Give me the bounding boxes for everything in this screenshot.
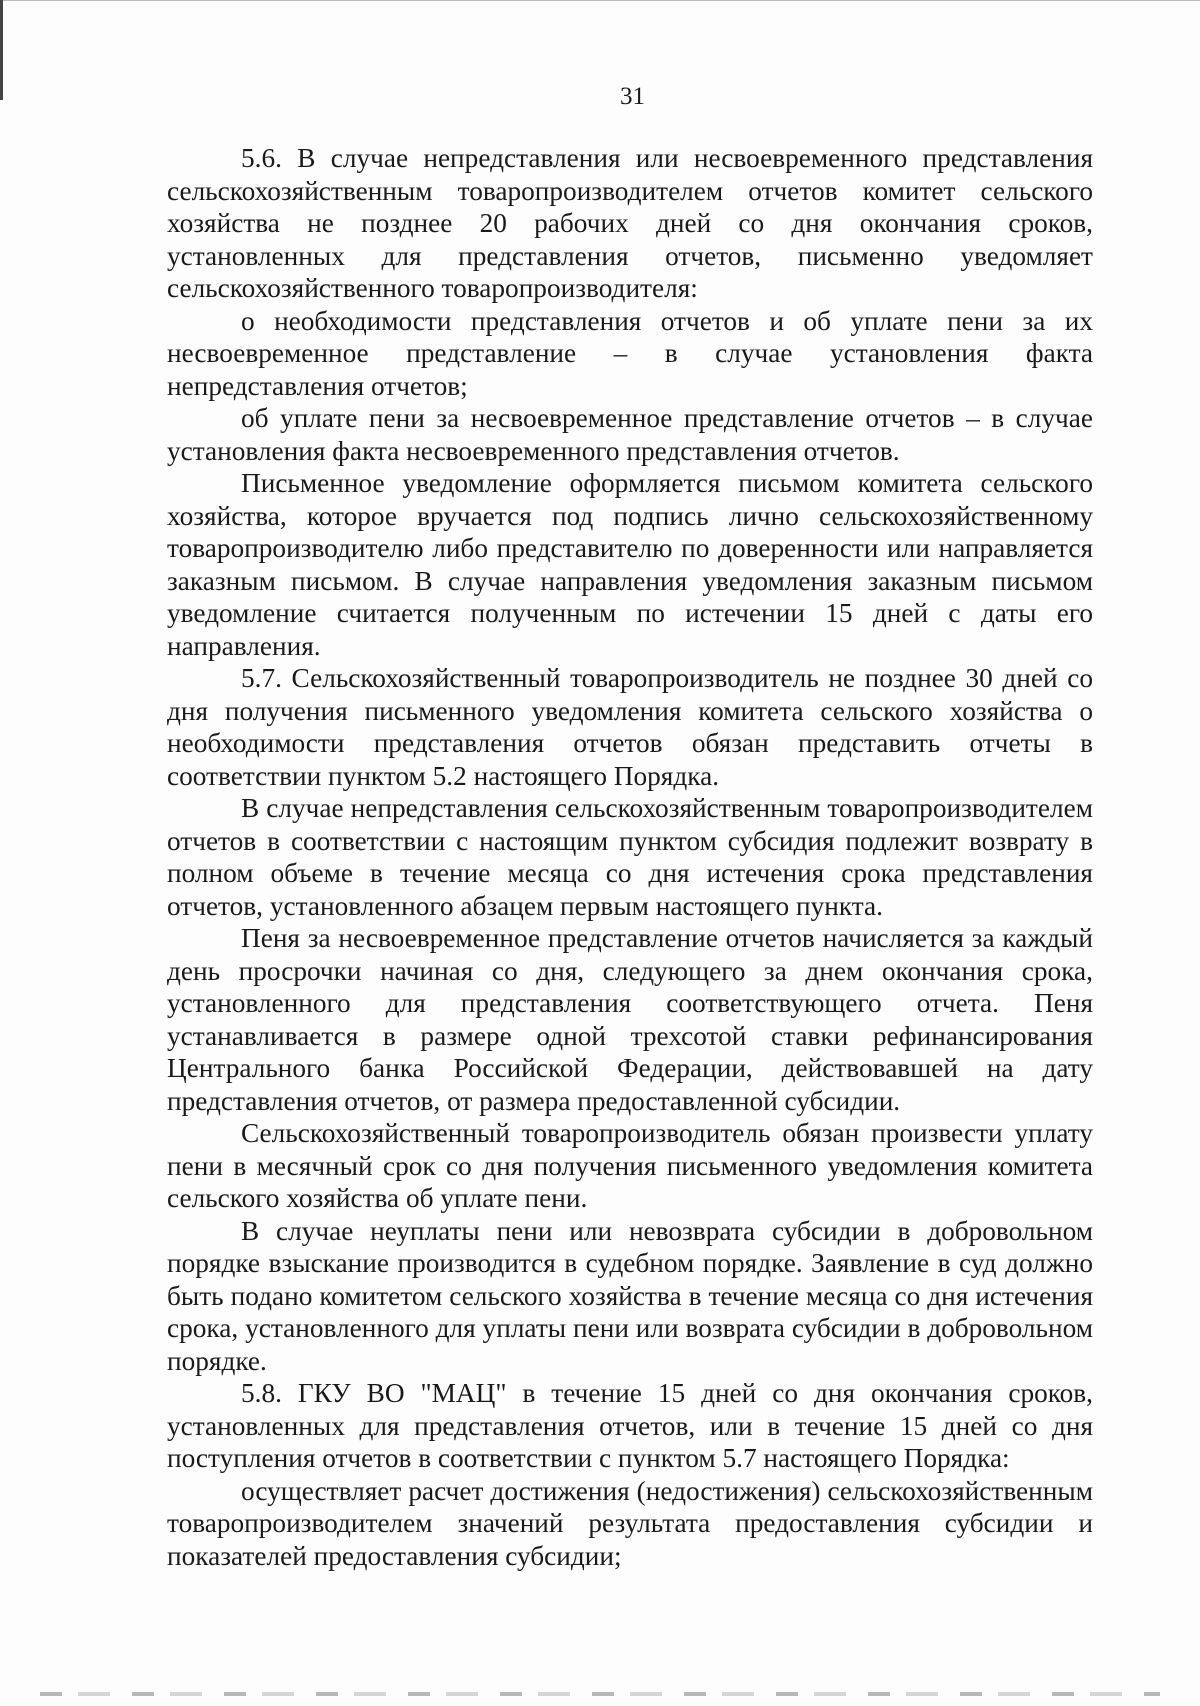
scan-bottom-edge xyxy=(40,1692,1160,1696)
paragraph-5-6-item-2: об уплате пени за несвоевременное представление отчетов – в случае установления факта несвоевременного представления отчетов. xyxy=(167,403,1093,466)
paragraph-5-8-item-1: осуществляет расчет достижения (недостижения) сельскохозяйственным товаропроизводителем значений результата предоставления субсидии и показателей предоставления субсидии; xyxy=(167,1475,1093,1571)
paragraph-5-7-court: В случае неуплаты пени или невозврата субсидии в добровольном порядке взыскание производится в судебном порядке. Заявление в суд должно быть подано комитетом сельского хозяйства в течение месяца со дня истечения срока, установленного для уплаты пени или возврата субсидии в добровольном порядке. xyxy=(167,1215,1093,1376)
scan-top-edge xyxy=(0,0,1200,1)
paragraph-5-8: 5.8. ГКУ ВО "МАЦ" в течение 15 дней со дня окончания сроков, установленных для представления отчетов, или в течение 15 дней со дня поступления отчетов в соответствии с пунктом 5.7 настоящего Порядка: xyxy=(167,1378,1093,1473)
paragraph-5-6: 5.6. В случае непредставления или несвоевременного представления сельскохозяйственным товаропроизводителем отчетов комитет сельского хозяйства не позднее 20 рабочих дней со дня окончания сроков, установленных для представления отчетов, письменно уведомляет сельскохозяйственного товаропроизводителя: xyxy=(167,143,1093,303)
page-number: 31 xyxy=(620,83,645,110)
paragraph-notification: Письменное уведомление оформляется письмом комитета сельского хозяйства, которое вручается под подпись лично сельскохозяйственному товаропроизводителю либо представителю по доверенности или направляется заказным письмом. В случае направления уведомления заказным письмом уведомление считается полученным по истечении 15 дней с даты его направления. xyxy=(167,468,1093,661)
paragraph-5-7-penalty: Пеня за несвоевременное представление отчетов начисляется за каждый день просрочки начиная со дня, следующего за днем окончания срока, установленного для представления соответствующего отчета. Пеня устанавливается в размере одной трехсотой ставки рефинансирования Центрального банка Российской Федерации, действовавшей на дату представления отчетов, от размера предоставленной субсидии. xyxy=(167,923,1093,1116)
paragraph-5-6-item-1: о необходимости представления отчетов и об уплате пени за их несвоевременное представление – в случае установления факта непредставления отчетов; xyxy=(167,305,1093,401)
paragraph-5-7-payment: Сельскохозяйственный товаропроизводитель обязан произвести уплату пени в месячный срок со дня получения письменного уведомления комитета сельского хозяйства об уплате пени. xyxy=(167,1118,1093,1213)
document-body xyxy=(167,142,1093,1572)
paragraph-5-7: 5.7. Сельскохозяйственный товаропроизводитель не позднее 30 дней со дня получения письменного уведомления комитета сельского хозяйства о необходимости представления отчетов обязан представить отчеты в соответствии пунктом 5.2 настоящего Порядка. xyxy=(167,663,1093,791)
paragraph-5-7-refund: В случае непредставления сельскохозяйственным товаропроизводителем отчетов в соответствии с настоящим пунктом субсидия подлежит возврату в полном объеме в течение месяца со дня истечения срока представления отчетов, установленного абзацем первым настоящего пункта. xyxy=(167,793,1093,921)
